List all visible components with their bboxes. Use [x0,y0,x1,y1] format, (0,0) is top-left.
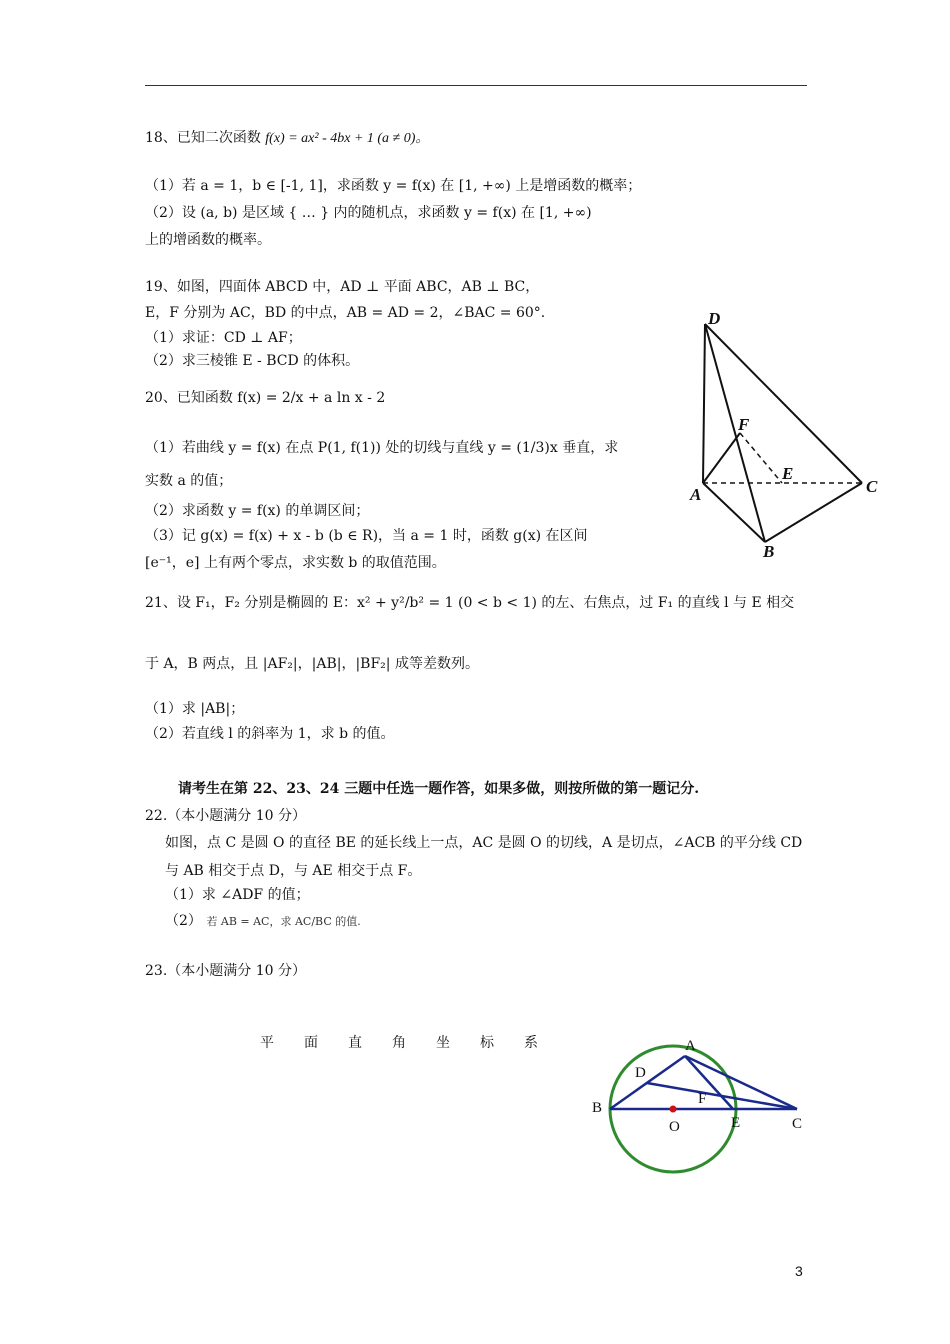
label-d: D [635,1065,646,1081]
q22-line1: 如图，点 C 是圆 O 的直径 BE 的延长线上一点，AC 是圆 O 的切线，A 是切点，∠ACB 的平分线 CD [165,835,803,851]
edge-dc [705,324,862,483]
q21-line2: 于 A，B 两点，且 |AF₂|，|AB|，|BF₂| 成等差数列。 [145,656,479,672]
label-o: O [669,1119,680,1135]
label-c: C [792,1116,803,1132]
tetrahedron-figure [680,300,890,565]
label-f: F [698,1091,707,1107]
q23-head: 23.（本小题满分 10 分） [145,963,306,979]
edge-ab [703,483,765,542]
q20-part3: （3）记 g(x) = f(x) + x - b (b ∈ R)，当 a = 1 时，函数 g(x) 在区间 [145,528,588,544]
q18-part2: （2）设 (a, b) 是区域 { … } 内的随机点，求函数 y = f(x) 在 [1, +∞) [145,205,592,221]
q23-spread-text: 平面直角坐标系 [260,1035,568,1051]
q21-line1: 21、设 F₁，F₂ 分别是椭圆的 E：x² + y²/b² = 1 (0 < b < 1) 的左、右焦点，过 F₁ 的直线 l 与 E 相交 [145,595,795,611]
q22-part2: （2） 若 AB = AC，求 AC/BC 的值. [165,913,361,929]
q18-intro: 18、已知二次函数 f(x) = ax² - 4bx + 1 (a ≠ 0)。 [145,130,430,146]
label-d: D [708,309,721,328]
q19-line2: E，F 分别为 AC，BD 的中点，AB = AD = 2，∠BAC = 60°. [145,305,546,321]
edge-da [703,324,705,483]
center-point [670,1106,677,1113]
line-ae [685,1056,733,1109]
label-a: A [690,485,702,504]
q20-line1: 20、已知函数 f(x) = 2/x + a ln x - 2 [145,390,386,406]
q22-head: 22.（本小题满分 10 分） [145,808,306,824]
q18-part2b: 上的增函数的概率。 [145,232,271,248]
header-rule [145,85,807,86]
edge-bc [765,483,862,542]
q20-part3b: [e⁻¹，e] 上有两个零点，求实数 b 的取值范围。 [145,555,446,571]
q22-part1: （1）求 ∠ADF 的值； [165,887,310,903]
q21-part2: （2）若直线 l 的斜率为 1，求 b 的值。 [145,726,395,742]
q22-line2: 与 AB 相交于点 D，与 AE 相交于点 F。 [165,863,422,879]
label-c: C [866,477,878,496]
q20-part1b: 实数 a 的值； [145,473,233,489]
label-e: E [782,464,794,483]
page-number: 3 [795,1263,803,1279]
q19-part1: （1）求证：CD ⊥ AF； [145,330,302,346]
q18-formula: f(x) = ax² - 4bx + 1 (a ≠ 0)。 [265,131,430,146]
q19-line1: 19、如图，四面体 ABCD 中，AD ⊥ 平面 ABC，AB ⊥ BC， [145,279,540,295]
q18-part1: （1）若 a = 1，b ∈ [-1, 1]，求函数 y = f(x) 在 [1, +∞) 上是增函数的概率； [145,178,642,194]
q21-part1: （1）求 |AB|； [145,701,245,717]
q20-part2: （2）求函数 y = f(x) 的单调区间； [145,503,370,519]
label-b: B [592,1100,603,1116]
label-b: B [763,542,775,561]
line-dc [647,1083,797,1109]
q20-part1: （1）若曲线 y = f(x) 在点 P(1, f(1)) 处的切线与直线 y = (1/3)x 垂直，求 [145,440,619,456]
label-e: E [731,1115,741,1131]
circle-figure [585,1030,815,1175]
label-a: A [685,1038,696,1054]
elective-notice: 请考生在第 22、23、24 三题中任选一题作答，如果多做，则按所做的第一题记分. [178,781,700,797]
edge-af [703,433,740,483]
edge-db [705,324,765,542]
label-f: F [738,415,750,434]
q19-part2: （2）求三棱锥 E - BCD 的体积。 [145,353,360,369]
